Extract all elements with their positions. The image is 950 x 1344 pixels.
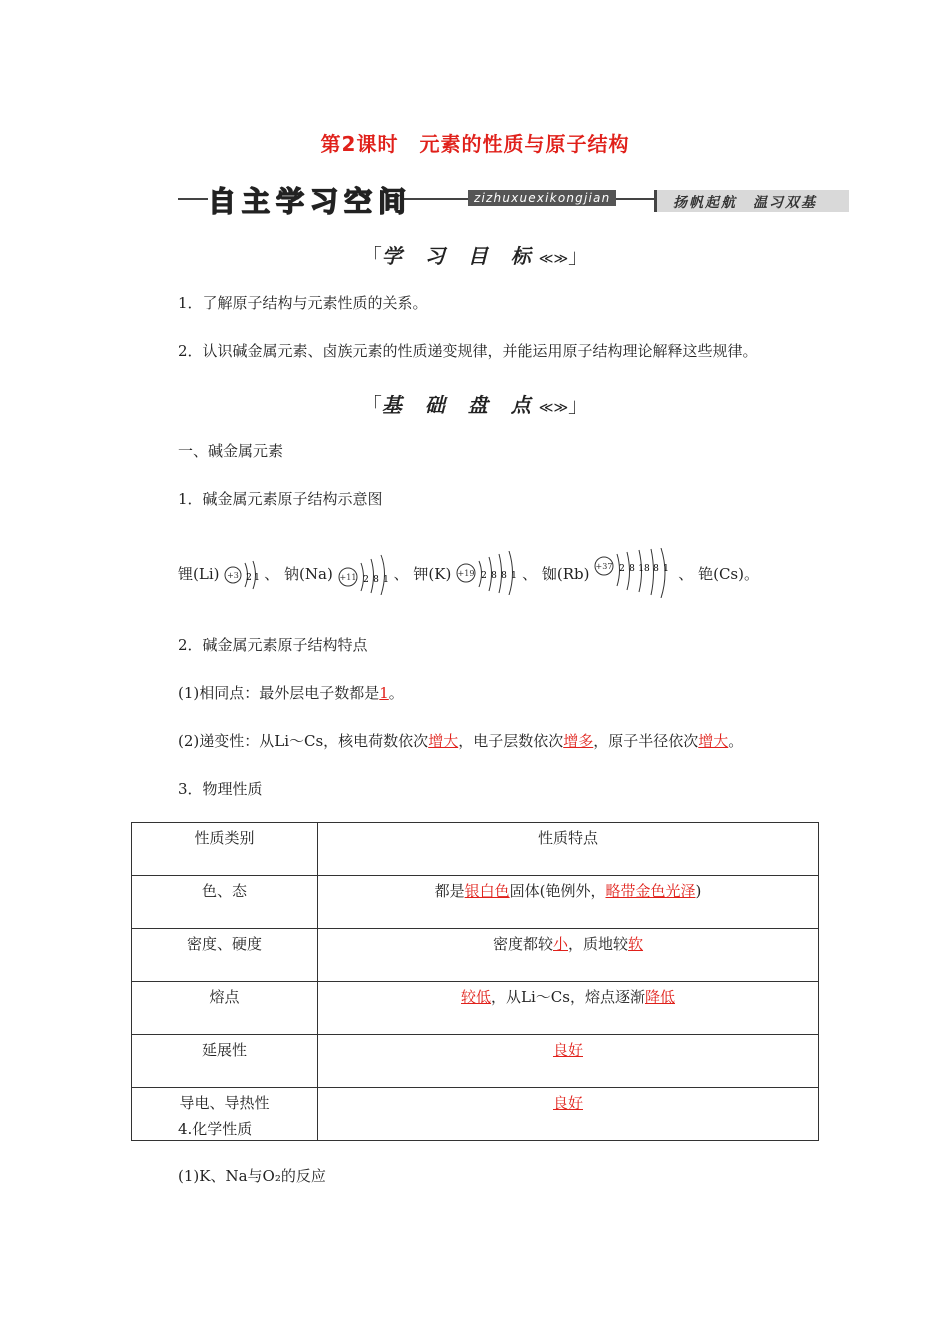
table-cell: 都是银白色固体(铯例外，略带金色光泽) [318,876,819,929]
answer-blank: 软 [628,935,644,953]
table-row [132,876,819,929]
atom-label-cs: 铯(Cs)。 [698,565,759,583]
svg-text:1: 1 [663,564,670,574]
table-cell: 较低，从Li～Cs，熔点逐渐降低 [318,982,819,1035]
banner-slogan: 扬帆起航 温习双基 [673,195,817,211]
svg-text:+3: +3 [227,571,240,580]
double-chevron-icon: ≪≫ [538,251,569,267]
svg-text:8: 8 [501,571,507,581]
answer-blank: 较低 [461,988,492,1006]
subheading: 2．碱金属元素原子结构特点 [178,636,368,654]
banner-title: 自主学习空间 [208,185,413,218]
svg-text:2: 2 [481,571,487,581]
goal-item: 1．了解原子结构与元素性质的关系。 [178,294,428,312]
svg-text:2: 2 [362,575,369,585]
atom-label-rb: 铷(Rb) [541,565,590,583]
table-cell: 密度都较小，质地较软 [318,929,819,982]
banner-slogan-box [654,190,849,212]
svg-text:8: 8 [629,564,636,574]
table-header-row [132,823,819,876]
atom-diagram-rb [594,548,678,602]
answer-blank: 银白色 [464,882,510,900]
answer-blank: 小 [552,935,568,953]
atom-diagram-k [456,551,522,599]
subheading: 1．碱金属元素原子结构示意图 [178,490,383,508]
answer-blank: 增大 [428,732,459,750]
svg-text:1: 1 [511,571,517,581]
table-cell: 熔点 [132,982,318,1035]
subheading: 4.化学性质 [178,1120,253,1138]
atom-label-k: 钾(K) [413,565,452,583]
answer-blank: 增多 [563,732,594,750]
svg-text:+11: +11 [339,573,357,582]
svg-text:1: 1 [254,573,261,583]
answer-blank: 降低 [644,988,675,1006]
table-header-cell: 性质类别 [132,823,318,876]
svg-text:18: 18 [638,564,651,574]
answer-blank: 良好 [552,1041,583,1059]
section-banner [178,184,846,218]
table-cell: 密度、硬度 [132,929,318,982]
answer-blank: 良好 [552,1094,583,1112]
svg-text:8: 8 [491,571,497,581]
subheading: 3．物理性质 [178,780,263,798]
answer-blank: 增大 [698,732,729,750]
answer-blank: 1 [379,684,389,702]
physical-properties-table [131,822,819,1141]
trend-line: (2)递变性：从Li～Cs，核电荷数依次增大，电子层数依次增多，原子半径依次增大。 [178,732,744,750]
svg-text:+19: +19 [457,569,475,578]
atom-label-na: 钠(Na) [284,565,333,583]
banner-rule-left [178,198,208,200]
table-row [132,1035,819,1088]
double-chevron-icon: ≪≫ [538,400,569,416]
atom-label-li: 锂(Li) [178,565,220,583]
basics-heading: 「基 础 盘 点≪≫」 [361,393,589,417]
table-cell [318,1088,819,1141]
table-row [132,982,819,1035]
table-header-cell: 性质特点 [318,823,819,876]
answer-blank: 略带金色光泽 [605,882,696,900]
table-cell [318,1035,819,1088]
table-cell: 延展性 [132,1035,318,1088]
subheading: (1)K、Na与O₂的反应 [178,1167,326,1185]
goals-heading: 「学 习 目 标≪≫」 [361,244,589,268]
svg-text:+37: +37 [595,562,613,571]
atom-diagrams: 锂(Li) +3 2 1 、 钠(Na) +11 2 8 1 、 钾(K) +19 2 8 8 1 、 铷(Rb) +37 2 8 18 8 1 、 铯(Cs)。 [178,548,818,602]
svg-text:2: 2 [619,564,626,574]
part-heading: 一、碱金属元素 [178,442,284,460]
atom-diagram-na [338,551,394,599]
table-cell: 导电、导热性 [132,1088,318,1141]
svg-text:8: 8 [372,575,379,585]
goal-item: 2．认识碱金属元素、卤族元素的性质递变规律，并能运用原子结构理论解释这些规律。 [178,342,758,360]
svg-text:1: 1 [382,575,389,585]
svg-text:8: 8 [653,564,660,574]
table-cell: 色、态 [132,876,318,929]
page-title: 第2课时 元素的性质与原子结构 [320,132,630,156]
same-point-line: (1)相同点：最外层电子数都是1。 [178,684,404,702]
banner-pinyin: zizhuxuexikongjian [468,190,616,206]
table-row [132,929,819,982]
atom-diagram-li [224,553,264,597]
svg-text:2: 2 [246,573,253,583]
